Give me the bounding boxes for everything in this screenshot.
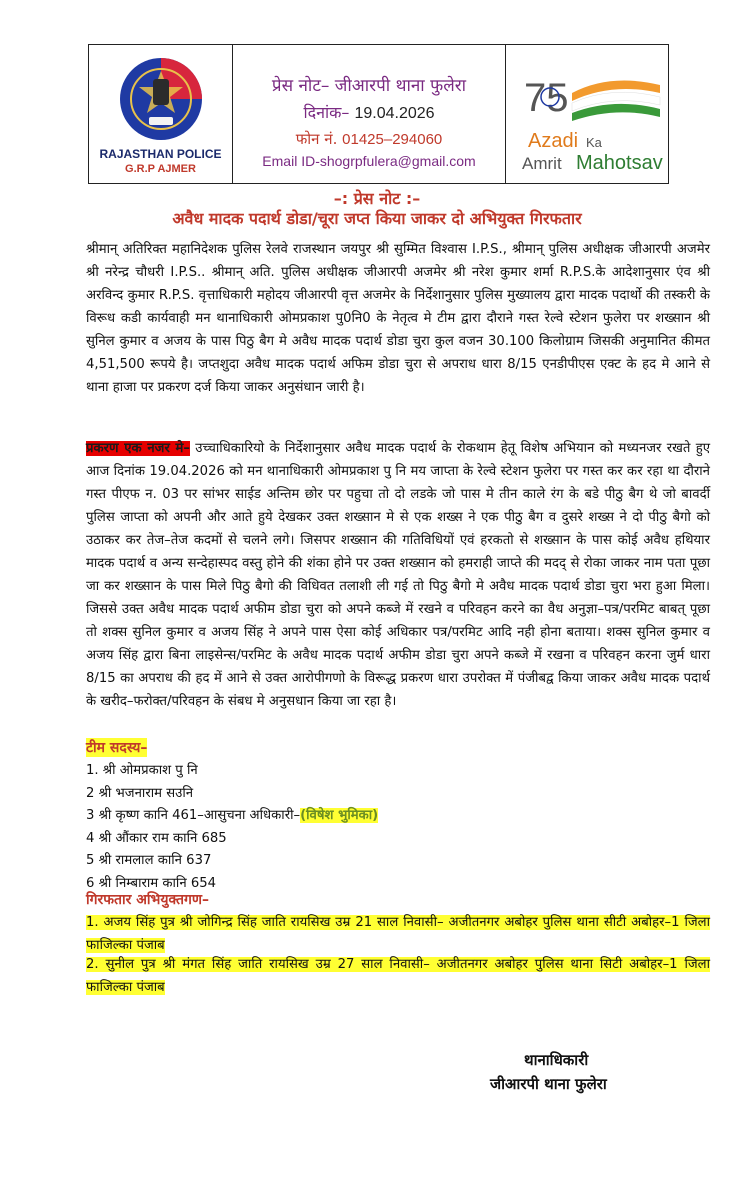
accused-entry (86, 953, 710, 999)
intro-paragraph: श्रीमान् अतिरिक्त महानिदेशक पुलिस रेलवे राजस्थान जयपुर श्री सुम्मित विश्वास I.P.S., श्रीमान् पुलिस अधीक्षक जीआरपी अजमेर श्री नरेन्द्र चौधरी I.P.S.. श्रीमान् अति. पुलिस अधीक्षक जीआरपी अजमेर श्री नरेश कुमार शर्मा R.P.S.के आदेशानुसार एंव श्री अरविन्द कुमार R.P.S. वृत्ताधिकारी महोदय जीआरपी वृत्त अजमेर के निर्देशानुसार पुलिस मुख्यालय द्वारा मादक पदार्थो की तस्करी के विरूध कडी कार्यवाही मन थानाधिकारी ओमप्रकाश पु0नि0 के नेतृत्व मे टीम द्वारा दौराने गस्त रेल्वे स्टेशन फुलेरा पर शख्सान श्री सुनिल कुमार व अजय के पास पिठु बैग मे अवैध मादक पदार्थ डोडा चुरा कुल वजन 30.100 किलोग्राम जिसकी अनुमानित कीमत 4,51,500 रूपये है। जप्तशुदा अवैध मादक पदार्थ अफिम डोडा चुरा से अपराध धारा 8/15 एनडीपीएस एक्ट के हद मे आने से थाना हाजा पर प्रकरण दर्ज किया जाकर अनुसंधान जारी है। (86, 242, 710, 395)
team-member-text: 3 श्री कृष्ण कानि 461–आसुचना अधिकारी– (86, 808, 301, 823)
date-line (233, 101, 505, 123)
date-value: 19.04.2026 (354, 105, 435, 122)
contact-cell (233, 45, 506, 183)
accused-entry (86, 911, 710, 957)
arrested-heading: गिरफतार अभियुक्तगण– (86, 892, 210, 908)
press-note-title: –: प्रेस नोट :– (333, 189, 421, 208)
email-line: Email ID-shogrpfulera@gmail.com (262, 153, 476, 169)
police-logo-cell (89, 45, 233, 183)
signature-title-text: थानाधिकारी (524, 1051, 589, 1069)
team-member: 6 श्री निम्बाराम कानि 654 (86, 875, 217, 891)
phone-value: 01425–294060 (342, 131, 443, 148)
signature-office-text: जीआरपी थाना फुलेरा (490, 1075, 607, 1093)
team-list (86, 760, 378, 895)
team-heading: टीम सदस्य– (86, 740, 148, 756)
team-member: 2 श्री भजनाराम सउनि (86, 785, 194, 801)
special-role-badge: (विषेश भुमिका) (300, 808, 379, 823)
azadi-word: Azadi (528, 130, 579, 152)
letterhead (88, 44, 669, 184)
case-summary-paragraph (86, 437, 710, 713)
case-summary-text: उच्चाधिकारियो के निर्देशानुसार अवैध मादक पदार्थ के रोकथाम हेतू विशेष अभियान को मध्यनजर रखते हुए आज दिनांक 19.04.2026 को मन थानाधिकारी ओमप्रकाश पु नि मय जाप्ता के रेल्वे स्टेशन फुलेरा पर गस्त कर कर रहा था दौराने गस्त पीएफ न. 03 पर सांभर साईड अन्तिम छोर पर पहुचा तो दो लडके जो पास मे तीन काले रंग के बडे पीठु बैग थे जो बावर्दी पुलिस जाप्ता को अपनी और आते हुये देखकर उक्त शख्सान मे से एक शख्स ने एक पीठु बैग व दुसरे शख्स ने दो पीठु बैगो को उठाकर कर तेज–तेज कदमों से चलने लगे। जिसपर शख्सान की गतिविधियों एवं हरकतो से शख्सान के पास कोई अवैध हथियार मादक पदार्थ व अन्य सन्देहास्पद वस्तु होने की शंका होने पर उक्त शख्सान को हमराही जाप्ते की मदद् से रोका जाकर नाम पता पूछा जा कर शख्सान के पास मिले पिठु बैगो की विधिवत तलाशी ली गई तो पिठु बैगो मे अवैध मादक पदार्थ डोडा चुरा भरा हुआ मिला। जिससे उक्त अवैध मादक पदार्थ अफीम डोडा चुरा को अपने कब्जे में रखने व परिवहन करने का वैध अनुज्ञा–पत्र/परमिट बाबत् पूछा तो शक्स सुनिल कुमार व अजय सिंह ने अपने पास ऐसा कोई अधिकार पत्र/परमिट आदि नही होना बताया। शक्स सुनिल कुमार व अजय सिंह द्वारा बिना लाइसेन्स/परमिट के अवैध मादक पदार्थ अफीम डोडा चुरा अपने कब्जे में रखना व परिवहन करना जुर्म धारा 8/15 का अपराध की हद में आने से उक्त आरोपीगणो के विरूद्ध प्रकरण धारा उपरोक्त में पंजीबद्व किया जाकर अवैध मादक पदार्थ के खरीद–फरोक्त/परिवहन के संबध मे अनुसधान किया जा रहा है। (86, 441, 710, 709)
phone-label: फोन नं. (295, 130, 338, 148)
azadi-ka-word: Ka (586, 135, 602, 150)
accused-text: 1. अजय सिंह पुत्र श्री जोगिन्द्र सिंह जाति रायसिख उम्र 21 साल निवासी– अजीतनगर अबोहर पुलिस थाना सीटी अबोहर–1 जिला फाजिल्का पंजाब (86, 915, 710, 953)
rajasthan-police-emblem-icon (119, 57, 203, 141)
date-label: दिनांक– (303, 103, 350, 122)
azadi-ka-amrit-mahotsav-logo-icon (520, 67, 670, 177)
press-note-line: प्रेस नोट– जीआरपी थाना फुलेरा (271, 76, 467, 96)
azadi-logo-cell (506, 45, 668, 183)
logo-unit-name: G.R.P AJMER (125, 163, 196, 175)
mahotsav-word: Mahotsav (576, 152, 663, 174)
team-member: 4 श्री औंकार राम कानि 685 (86, 830, 227, 846)
headline: अवैध मादक पदार्थ डोडा/चूरा जप्त किया जाकर दो अभियुक्त गिरफतार (172, 209, 582, 228)
team-member: 5 श्री रामलाल कानि 637 (86, 853, 212, 868)
team-member (86, 805, 378, 828)
case-summary-label: प्रकरण एक नजर मे– (86, 441, 190, 456)
accused-text: 2. सुनील पुत्र श्री मंगत सिंह जाति रायसिख उम्र 27 साल निवासी– अजीतनगर अबोहर पुलिस थाना सिटी अबोहर–1 जिला फाजिल्का पंजाब (86, 957, 710, 995)
azadi-number: 75 (524, 76, 569, 120)
phone-line (233, 129, 505, 149)
logo-org-name: RAJASTHAN POLICE (99, 147, 222, 161)
team-member: 1. श्री ओमप्रकाश पु नि (86, 763, 198, 778)
amrit-word: Amrit (522, 154, 562, 173)
